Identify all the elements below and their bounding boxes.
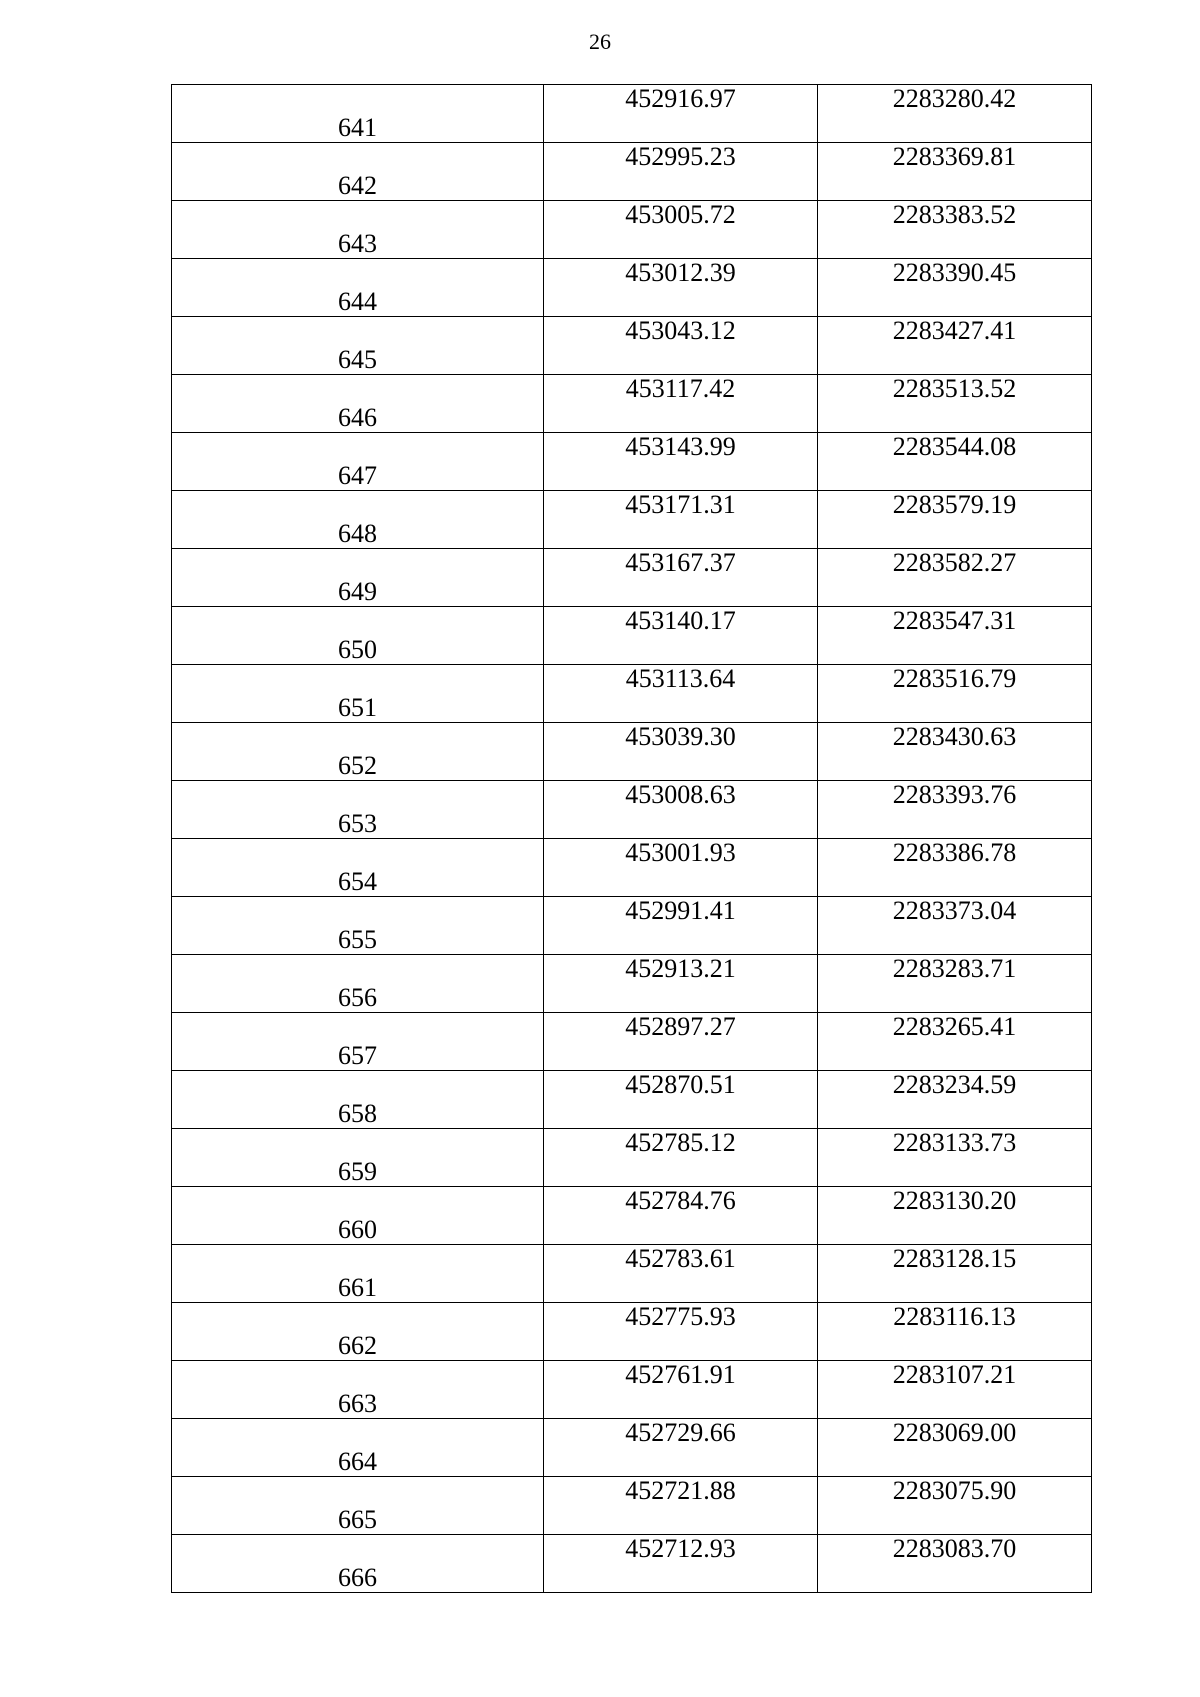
y-coordinate: 2283513.52 — [892, 374, 1017, 403]
x-coordinate-cell — [544, 1013, 818, 1071]
table-row — [172, 1303, 1092, 1361]
x-coordinate: 453171.31 — [625, 490, 736, 519]
x-coordinate-cell — [544, 549, 818, 607]
y-coordinate: 2283133.73 — [892, 1128, 1017, 1157]
y-coordinate-cell — [818, 1419, 1092, 1477]
y-coordinate: 2283516.79 — [892, 664, 1017, 693]
y-coordinate-cell — [818, 1129, 1092, 1187]
y-coordinate: 2283579.19 — [892, 490, 1017, 519]
x-coordinate-cell — [544, 317, 818, 375]
x-coordinate-cell — [544, 1535, 818, 1593]
x-coordinate: 453043.12 — [625, 316, 736, 345]
point-number: 647 — [338, 461, 377, 490]
x-coordinate: 452913.21 — [625, 954, 736, 983]
point-number-cell — [172, 549, 544, 607]
x-coordinate-cell — [544, 1187, 818, 1245]
x-coordinate-cell — [544, 839, 818, 897]
point-number-cell — [172, 1361, 544, 1419]
point-number-cell — [172, 1129, 544, 1187]
x-coordinate: 453167.37 — [625, 548, 736, 577]
point-number: 653 — [338, 809, 377, 838]
y-coordinate-cell — [818, 549, 1092, 607]
point-number-cell — [172, 839, 544, 897]
y-coordinate-cell — [818, 1535, 1092, 1593]
table-row — [172, 955, 1092, 1013]
x-coordinate: 452761.91 — [625, 1360, 736, 1389]
coordinates-table — [171, 84, 1092, 1593]
point-number: 663 — [338, 1389, 377, 1418]
x-coordinate-cell — [544, 1361, 818, 1419]
x-coordinate: 452729.66 — [625, 1418, 736, 1447]
y-coordinate: 2283582.27 — [892, 548, 1017, 577]
point-number-cell — [172, 433, 544, 491]
table-row — [172, 201, 1092, 259]
point-number-cell — [172, 955, 544, 1013]
point-number: 666 — [338, 1563, 377, 1592]
point-number-cell — [172, 1013, 544, 1071]
x-coordinate-cell — [544, 491, 818, 549]
x-coordinate-cell — [544, 1245, 818, 1303]
x-coordinate-cell — [544, 955, 818, 1013]
y-coordinate-cell — [818, 955, 1092, 1013]
point-number-cell — [172, 1535, 544, 1593]
y-coordinate-cell — [818, 1303, 1092, 1361]
y-coordinate: 2283283.71 — [892, 954, 1017, 983]
y-coordinate-cell — [818, 839, 1092, 897]
y-coordinate: 2283393.76 — [892, 780, 1017, 809]
x-coordinate: 452897.27 — [625, 1012, 736, 1041]
point-number-cell — [172, 1303, 544, 1361]
y-coordinate: 2283373.04 — [892, 896, 1017, 925]
y-coordinate-cell — [818, 1071, 1092, 1129]
table-row — [172, 607, 1092, 665]
x-coordinate-cell — [544, 781, 818, 839]
y-coordinate-cell — [818, 723, 1092, 781]
point-number-cell — [172, 1187, 544, 1245]
table-row — [172, 433, 1092, 491]
table-row — [172, 143, 1092, 201]
point-number: 649 — [338, 577, 377, 606]
table-row — [172, 665, 1092, 723]
y-coordinate-cell — [818, 317, 1092, 375]
x-coordinate: 452785.12 — [625, 1128, 736, 1157]
y-coordinate: 2283128.15 — [892, 1244, 1017, 1273]
point-number-cell — [172, 201, 544, 259]
x-coordinate-cell — [544, 723, 818, 781]
table-row — [172, 1129, 1092, 1187]
point-number: 644 — [338, 287, 377, 316]
y-coordinate-cell — [818, 1245, 1092, 1303]
point-number-cell — [172, 85, 544, 143]
y-coordinate-cell — [818, 85, 1092, 143]
point-number: 658 — [338, 1099, 377, 1128]
y-coordinate-cell — [818, 375, 1092, 433]
x-coordinate-cell — [544, 1303, 818, 1361]
x-coordinate: 453005.72 — [625, 200, 736, 229]
table-row — [172, 1477, 1092, 1535]
x-coordinate-cell — [544, 1419, 818, 1477]
point-number: 656 — [338, 983, 377, 1012]
y-coordinate-cell — [818, 1361, 1092, 1419]
page-number: 26 — [589, 29, 611, 54]
x-coordinate: 453001.93 — [625, 838, 736, 867]
x-coordinate: 453140.17 — [625, 606, 736, 635]
y-coordinate-cell — [818, 491, 1092, 549]
table-row — [172, 1535, 1092, 1593]
point-number: 643 — [338, 229, 377, 258]
x-coordinate: 453143.99 — [625, 432, 736, 461]
table-row — [172, 259, 1092, 317]
table-row — [172, 375, 1092, 433]
point-number-cell — [172, 607, 544, 665]
x-coordinate-cell — [544, 1071, 818, 1129]
x-coordinate-cell — [544, 665, 818, 723]
y-coordinate: 2283107.21 — [892, 1360, 1017, 1389]
table-row — [172, 1419, 1092, 1477]
y-coordinate: 2283544.08 — [892, 432, 1017, 461]
x-coordinate: 453039.30 — [625, 722, 736, 751]
y-coordinate-cell — [818, 201, 1092, 259]
point-number: 650 — [338, 635, 377, 664]
point-number-cell — [172, 1477, 544, 1535]
x-coordinate: 453008.63 — [625, 780, 736, 809]
point-number: 661 — [338, 1273, 377, 1302]
y-coordinate: 2283130.20 — [892, 1186, 1017, 1215]
table-row — [172, 1187, 1092, 1245]
point-number: 641 — [338, 113, 377, 142]
point-number-cell — [172, 143, 544, 201]
y-coordinate: 2283234.59 — [892, 1070, 1017, 1099]
point-number-cell — [172, 491, 544, 549]
y-coordinate: 2283116.13 — [893, 1302, 1016, 1331]
point-number: 665 — [338, 1505, 377, 1534]
point-number: 660 — [338, 1215, 377, 1244]
y-coordinate-cell — [818, 607, 1092, 665]
coordinates-table-body — [172, 85, 1092, 1593]
point-number-cell — [172, 1245, 544, 1303]
y-coordinate: 2283083.70 — [892, 1534, 1017, 1563]
y-coordinate-cell — [818, 143, 1092, 201]
point-number-cell — [172, 317, 544, 375]
y-coordinate: 2283369.81 — [892, 142, 1017, 171]
point-number: 642 — [338, 171, 377, 200]
y-coordinate: 2283386.78 — [892, 838, 1017, 867]
y-coordinate-cell — [818, 259, 1092, 317]
x-coordinate-cell — [544, 375, 818, 433]
x-coordinate-cell — [544, 607, 818, 665]
y-coordinate: 2283547.31 — [892, 606, 1017, 635]
point-number-cell — [172, 375, 544, 433]
y-coordinate: 2283383.52 — [892, 200, 1017, 229]
point-number: 646 — [338, 403, 377, 432]
y-coordinate-cell — [818, 781, 1092, 839]
table-row — [172, 781, 1092, 839]
table-row — [172, 491, 1092, 549]
x-coordinate: 452870.51 — [625, 1070, 736, 1099]
point-number: 648 — [338, 519, 377, 548]
x-coordinate: 453117.42 — [625, 374, 736, 403]
point-number-cell — [172, 781, 544, 839]
y-coordinate-cell — [818, 665, 1092, 723]
table-row — [172, 723, 1092, 781]
y-coordinate-cell — [818, 897, 1092, 955]
point-number: 652 — [338, 751, 377, 780]
x-coordinate-cell — [544, 259, 818, 317]
x-coordinate-cell — [544, 201, 818, 259]
y-coordinate-cell — [818, 1013, 1092, 1071]
point-number: 662 — [338, 1331, 377, 1360]
point-number: 659 — [338, 1157, 377, 1186]
x-coordinate: 452783.61 — [625, 1244, 736, 1273]
x-coordinate: 452712.93 — [625, 1534, 736, 1563]
point-number-cell — [172, 1071, 544, 1129]
table-row — [172, 1071, 1092, 1129]
point-number: 657 — [338, 1041, 377, 1070]
table-row — [172, 85, 1092, 143]
x-coordinate: 452721.88 — [625, 1476, 736, 1505]
y-coordinate-cell — [818, 1477, 1092, 1535]
table-row — [172, 1361, 1092, 1419]
y-coordinate: 2283069.00 — [892, 1418, 1017, 1447]
x-coordinate: 452775.93 — [625, 1302, 736, 1331]
point-number-cell — [172, 897, 544, 955]
y-coordinate: 2283265.41 — [892, 1012, 1017, 1041]
point-number: 655 — [338, 925, 377, 954]
point-number-cell — [172, 1419, 544, 1477]
table-row — [172, 897, 1092, 955]
x-coordinate-cell — [544, 85, 818, 143]
x-coordinate-cell — [544, 433, 818, 491]
table-row — [172, 549, 1092, 607]
x-coordinate: 453012.39 — [625, 258, 736, 287]
x-coordinate: 452784.76 — [625, 1186, 736, 1215]
table-row — [172, 1013, 1092, 1071]
y-coordinate-cell — [818, 433, 1092, 491]
x-coordinate-cell — [544, 897, 818, 955]
y-coordinate: 2283430.63 — [892, 722, 1017, 751]
point-number-cell — [172, 665, 544, 723]
point-number: 651 — [338, 693, 377, 722]
point-number: 654 — [338, 867, 377, 896]
x-coordinate: 452991.41 — [625, 896, 736, 925]
x-coordinate: 452995.23 — [625, 142, 736, 171]
y-coordinate: 2283075.90 — [892, 1476, 1017, 1505]
point-number: 664 — [338, 1447, 377, 1476]
x-coordinate-cell — [544, 143, 818, 201]
x-coordinate-cell — [544, 1477, 818, 1535]
table-row — [172, 1245, 1092, 1303]
point-number-cell — [172, 723, 544, 781]
x-coordinate: 452916.97 — [625, 84, 736, 113]
y-coordinate: 2283427.41 — [892, 316, 1017, 345]
table-row — [172, 317, 1092, 375]
x-coordinate-cell — [544, 1129, 818, 1187]
point-number: 645 — [338, 345, 377, 374]
y-coordinate: 2283390.45 — [892, 258, 1017, 287]
table-row — [172, 839, 1092, 897]
y-coordinate-cell — [818, 1187, 1092, 1245]
x-coordinate: 453113.64 — [625, 664, 736, 693]
y-coordinate: 2283280.42 — [892, 84, 1017, 113]
point-number-cell — [172, 259, 544, 317]
